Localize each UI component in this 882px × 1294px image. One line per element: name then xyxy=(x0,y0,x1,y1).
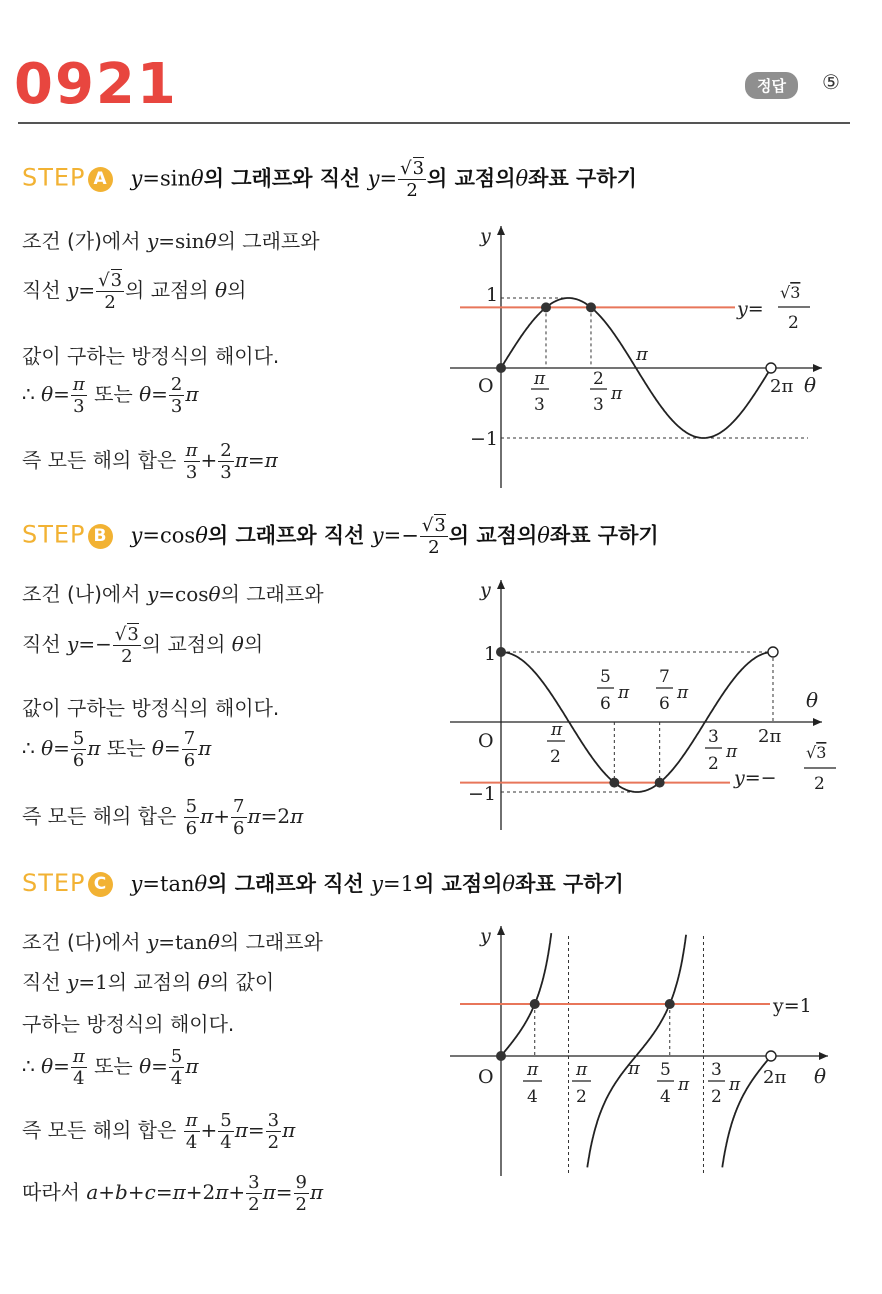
svg-text:√3: √3 xyxy=(780,283,801,302)
svg-text:y=−: y=− xyxy=(734,767,777,789)
svg-text:4: 4 xyxy=(527,1087,538,1107)
svg-text:2: 2 xyxy=(814,774,825,794)
origin-point xyxy=(496,1051,506,1061)
intersection-point-0 xyxy=(530,999,540,1009)
intersection-point-1 xyxy=(655,778,665,788)
svg-text:√3: √3 xyxy=(806,743,827,762)
y-tick-1: 1 xyxy=(486,284,499,306)
origin-label: O xyxy=(478,730,494,752)
x-axis-arrow xyxy=(813,364,822,372)
svg-text:π: π xyxy=(729,1075,741,1095)
intersection-point-1 xyxy=(665,999,675,1009)
svg-text:3: 3 xyxy=(534,395,545,415)
step-b-line3: 값이 구하는 방정식의 해이다. xyxy=(22,696,280,720)
y-axis-arrow xyxy=(497,226,505,235)
step-c-line3: 구하는 방정식의 해이다. xyxy=(22,1012,235,1036)
x-tick-7pi-6 xyxy=(656,667,689,714)
tan-branch-2 xyxy=(587,935,686,1168)
origin-label: O xyxy=(478,375,494,397)
step-b-line1: 조건 (나)에서 y=cosθ의 그래프와 xyxy=(22,582,324,606)
x-tick-2pi: 2π xyxy=(770,376,794,397)
svg-text:π: π xyxy=(551,720,563,740)
step-b-line2: 직선 y=− $\frac{√3}{2}$ 의 교점의 θ의 xyxy=(22,624,264,667)
step-b-line4: ∴ θ= $\frac{5}{6}$ π 또는 θ= $\frac{7}{6}$ π xyxy=(22,728,212,771)
step-a-line3: 값이 구하는 방정식의 해이다. xyxy=(22,344,280,368)
y-tick-1: 1 xyxy=(484,643,497,665)
step-badge: B xyxy=(88,524,113,549)
intersection-point-1 xyxy=(586,302,596,312)
tangent-graph xyxy=(430,918,860,1183)
step-c-line1: 조건 (다)에서 y=tanθ의 그래프와 xyxy=(22,930,323,954)
svg-text:2: 2 xyxy=(788,313,799,333)
x-tick-3pi-2 xyxy=(708,1060,741,1107)
svg-text:y=: y= xyxy=(737,298,764,320)
svg-text:π: π xyxy=(726,742,738,762)
sine-graph xyxy=(430,218,860,503)
header-divider xyxy=(18,122,850,124)
x-tick-pi-4 xyxy=(523,1060,542,1107)
answer-label-badge: 정답 xyxy=(745,72,798,99)
x-tick-2pi: 2π xyxy=(758,726,782,747)
svg-text:6: 6 xyxy=(600,694,611,714)
step-b-heading: STEP B y=cosθ의 그래프와 직선 y=− $\frac{√3}{2}$ 의 교점의θ좌표 구하기 xyxy=(22,515,659,558)
y-tick-neg1: −1 xyxy=(470,428,499,450)
step-a-line4: ∴ θ= $\frac{\pi}{3}$ 또는 θ= $\frac{2}{3}$ π xyxy=(22,374,199,417)
hline-label: y=1 xyxy=(773,995,812,1017)
step-c-line5: 즉 모든 해의 합은 $\frac{\pi}{4}$ + $\frac{5}{4}$ π= $\frac{3}{2}$ π xyxy=(22,1110,296,1153)
problem-number: 0921 xyxy=(14,52,178,117)
x-tick-pi-2 xyxy=(572,1060,591,1107)
step-c-line6: 따라서 a+b+c=π+2π+ $\frac{3}{2}$ π= $\frac{9}{2}$ π xyxy=(22,1172,324,1215)
origin-point xyxy=(496,363,506,373)
svg-text:5: 5 xyxy=(660,1060,671,1080)
svg-text:2: 2 xyxy=(711,1087,722,1107)
svg-text:2: 2 xyxy=(708,754,719,774)
step-a-heading: STEP A y=sinθ의 그래프와 직선 y= $\frac{√3}{2}$ 의 교점의θ좌표 구하기 xyxy=(22,158,637,201)
step-c-heading: STEP C y=tanθ의 그래프와 직선 y=1의 교점의θ좌표 구하기 xyxy=(22,869,624,897)
step-a-line1: 조건 (가)에서 y=sinθ의 그래프와 xyxy=(22,229,320,253)
svg-text:π: π xyxy=(678,1075,690,1095)
svg-text:6: 6 xyxy=(659,694,670,714)
step-badge: C xyxy=(88,872,113,897)
intersection-point-0 xyxy=(541,302,551,312)
step-a-line5: 즉 모든 해의 합은 $\frac{\pi}{3}$ + $\frac{2}{3}$ π=π xyxy=(22,440,278,483)
svg-text:π: π xyxy=(534,369,546,389)
svg-text:π: π xyxy=(618,683,630,703)
answer-value: ⑤ xyxy=(822,70,840,94)
svg-text:4: 4 xyxy=(660,1087,671,1107)
cosine-graph xyxy=(430,572,860,837)
y-axis-arrow xyxy=(497,926,505,935)
step-a-line2: 직선 y= $\frac{√3}{2}$ 의 교점의 θ의 xyxy=(22,270,247,313)
origin-label: O xyxy=(478,1066,494,1088)
x-axis-arrow xyxy=(819,1052,828,1060)
tan-branch-1 xyxy=(501,933,551,1056)
svg-text:2: 2 xyxy=(576,1087,587,1107)
x-tick-2pi-3 xyxy=(590,369,623,415)
x-tick-5pi-6 xyxy=(597,667,630,714)
step-tag: STEP xyxy=(22,163,86,192)
svg-text:2: 2 xyxy=(550,747,561,767)
x-tick-2pi: 2π xyxy=(763,1067,787,1088)
x-axis-label: θ xyxy=(814,1064,827,1088)
start-point xyxy=(496,647,506,657)
svg-text:π: π xyxy=(611,384,623,404)
x-tick-5pi-4 xyxy=(657,1060,690,1107)
y-axis-label: y xyxy=(480,225,491,247)
endpoint-open xyxy=(766,363,776,373)
step-c-line4: ∴ θ= $\frac{\pi}{4}$ 또는 θ= $\frac{5}{4}$ π xyxy=(22,1046,199,1089)
endpoint-open xyxy=(766,1051,776,1061)
svg-text:π: π xyxy=(677,683,689,703)
x-axis-label: θ xyxy=(804,373,817,397)
x-axis-arrow xyxy=(813,718,822,726)
svg-text:π: π xyxy=(527,1060,539,1080)
x-tick-pi: π xyxy=(628,1058,640,1079)
x-tick-pi-2 xyxy=(547,720,565,767)
y-axis-label: y xyxy=(480,579,491,601)
x-tick-pi: π xyxy=(636,344,648,365)
svg-text:2: 2 xyxy=(593,369,604,389)
hline-label xyxy=(736,283,810,333)
step-c-line2: 직선 y=1의 교점의 θ의 값이 xyxy=(22,970,275,994)
step-b-line5: 즉 모든 해의 합은 $\frac{5}{6}$ π+ $\frac{7}{6}$ π=2π xyxy=(22,796,304,839)
hline-label xyxy=(733,743,836,794)
svg-text:3: 3 xyxy=(708,727,719,747)
step-badge: A xyxy=(88,167,113,192)
x-tick-pi-3 xyxy=(531,369,549,415)
svg-text:3: 3 xyxy=(593,395,604,415)
y-tick-neg1: −1 xyxy=(468,783,497,805)
svg-text:3: 3 xyxy=(711,1060,722,1080)
x-axis-label: θ xyxy=(806,688,819,712)
svg-text:7: 7 xyxy=(659,667,670,687)
endpoint-open xyxy=(768,647,778,657)
intersection-point-0 xyxy=(609,778,619,788)
y-axis-label: y xyxy=(480,925,491,947)
y-axis-arrow xyxy=(497,580,505,589)
svg-text:5: 5 xyxy=(600,667,611,687)
svg-text:π: π xyxy=(576,1060,588,1080)
